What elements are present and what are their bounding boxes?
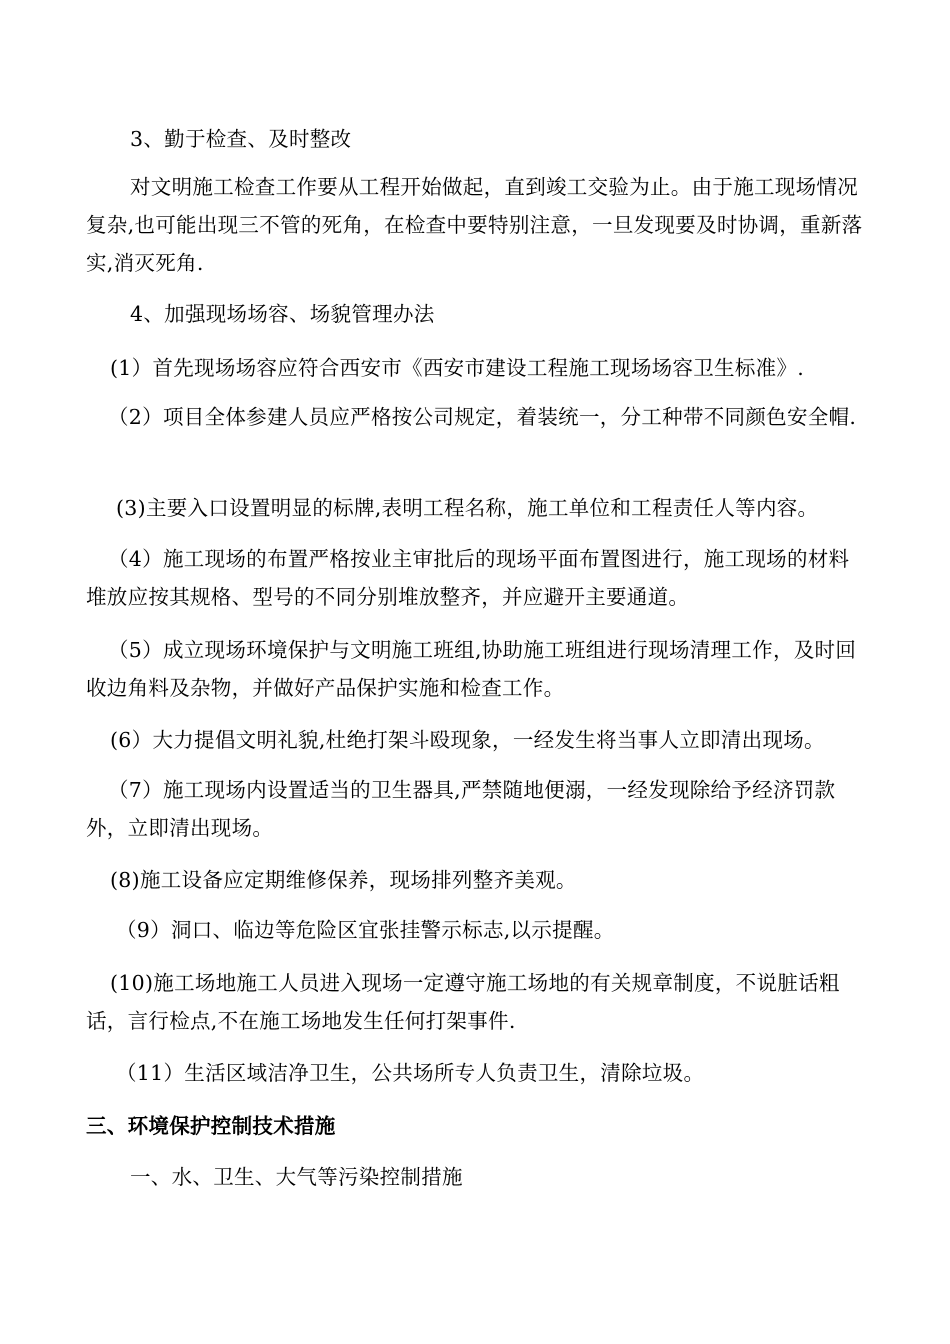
list-item-2: （2）项目全体参建人员应严格按公司规定，着装统一，分工种带不同颜色安全帽.: [108, 405, 857, 429]
paragraph-inspection-body: 对文明施工检查工作要从工程开始做起，直到竣工交验为止。由于施工现场情况复杂,也可能出现三不管的死角，在检查中要特别注意，一旦发现要及时协调，重新落实,消灭死角.: [86, 175, 863, 275]
subheading-site-management: 4、加强现场场容、场貌管理办法: [130, 302, 435, 326]
list-item-9: （9）洞口、临边等危险区宜张挂警示标志,以示提醒。: [116, 918, 615, 942]
list-item-4: （4）施工现场的布置严格按业主审批后的现场平面布置图进行，施工现场的材料堆放应按其规格、型号的不同分别堆放整齐，并应避开主要通道。: [86, 547, 850, 609]
list-item-11: （11）生活区域洁净卫生，公共场所专人负责卫生，清除垃圾。: [116, 1061, 705, 1085]
list-item-6: (6）大力提倡文明礼貌,杜绝打架斗殴现象，一经发生将当事人立即清出现场。: [110, 728, 825, 752]
list-item-5: （5）成立现场环境保护与文明施工班组,协助施工班组进行现场清理工作，及时回收边角料及杂物，并做好产品保护实施和检查工作。: [86, 638, 857, 700]
list-item-8: (8)施工设备应定期维修保养，现场排列整齐美观。: [110, 868, 577, 892]
section-heading-environment: 三、环境保护控制技术措施: [86, 1114, 336, 1138]
list-item-1: (1）首先现场场容应符合西安市《西安市建设工程施工现场场容卫生标准》.: [110, 356, 805, 380]
subheading-pollution-control: 一、水、卫生、大气等污染控制措施: [130, 1165, 463, 1189]
list-item-7: （7）施工现场内设置适当的卫生器具,严禁随地便溺，一经发现除给予经济罚款外，立即清出现场。: [86, 778, 836, 840]
list-item-10: (10)施工场地施工人员进入现场一定遵守施工场地的有关规章制度，不说脏话粗话，言行检点,不在施工场地发生任何打架事件.: [86, 971, 840, 1033]
subheading-inspection: 3、勤于检查、及时整改: [130, 127, 352, 151]
list-item-3: (3)主要入口设置明显的标牌,表明工程名称，施工单位和工程责任人等内容。: [116, 496, 819, 520]
